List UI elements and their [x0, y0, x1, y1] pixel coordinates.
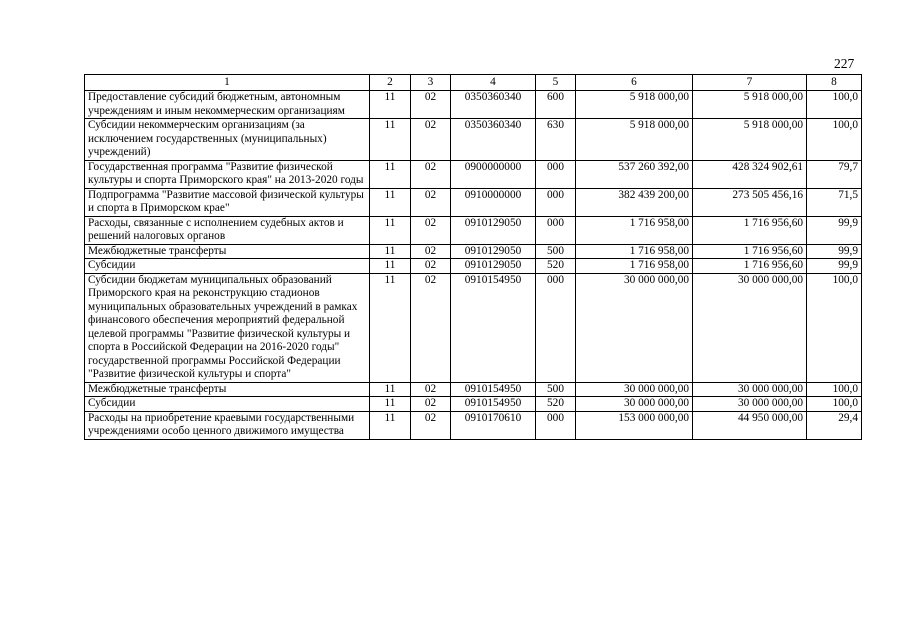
subsection-cell: 02 — [411, 259, 451, 274]
column-header: 4 — [451, 75, 536, 91]
executed-amount-cell: 5 918 000,00 — [693, 119, 807, 161]
row-name-cell: Расходы, связанные с исполнением судебных актов и решений налоговых органов — [85, 216, 370, 244]
subsection-cell: 02 — [411, 91, 451, 119]
executed-amount-cell: 1 716 956,60 — [693, 244, 807, 259]
planned-amount-cell: 30 000 000,00 — [576, 397, 693, 412]
expense-type-cell: 500 — [536, 244, 576, 259]
execution-percent-cell: 99,9 — [807, 244, 862, 259]
planned-amount-cell: 382 439 200,00 — [576, 188, 693, 216]
planned-amount-cell: 30 000 000,00 — [576, 273, 693, 382]
expense-type-cell: 630 — [536, 119, 576, 161]
section-cell: 11 — [370, 273, 411, 382]
section-cell: 11 — [370, 119, 411, 161]
column-header: 8 — [807, 75, 862, 91]
expense-type-cell: 600 — [536, 91, 576, 119]
section-cell: 11 — [370, 160, 411, 188]
planned-amount-cell: 1 716 958,00 — [576, 259, 693, 274]
planned-amount-cell: 153 000 000,00 — [576, 411, 693, 439]
expense-type-cell: 500 — [536, 382, 576, 397]
expense-type-cell: 000 — [536, 411, 576, 439]
executed-amount-cell: 44 950 000,00 — [693, 411, 807, 439]
expense-type-cell: 520 — [536, 397, 576, 412]
row-name-cell: Субсидии — [85, 259, 370, 274]
expense-type-cell: 000 — [536, 273, 576, 382]
executed-amount-cell: 5 918 000,00 — [693, 91, 807, 119]
subsection-cell: 02 — [411, 188, 451, 216]
column-header: 6 — [576, 75, 693, 91]
table-row — [85, 259, 862, 274]
expense-type-cell: 000 — [536, 188, 576, 216]
target-article-cell: 0910154950 — [451, 397, 536, 412]
table-row — [85, 91, 862, 119]
subsection-cell: 02 — [411, 160, 451, 188]
expense-type-cell: 000 — [536, 160, 576, 188]
planned-amount-cell: 537 260 392,00 — [576, 160, 693, 188]
page-number: 227 — [834, 56, 855, 71]
target-article-cell: 0910129050 — [451, 244, 536, 259]
section-cell: 11 — [370, 216, 411, 244]
subsection-cell: 02 — [411, 273, 451, 382]
execution-percent-cell: 100,0 — [807, 397, 862, 412]
row-name-cell: Межбюджетные трансферты — [85, 382, 370, 397]
section-cell: 11 — [370, 411, 411, 439]
table-row — [85, 216, 862, 244]
planned-amount-cell: 1 716 958,00 — [576, 216, 693, 244]
target-article-cell: 0910170610 — [451, 411, 536, 439]
table-row — [85, 244, 862, 259]
executed-amount-cell: 273 505 456,16 — [693, 188, 807, 216]
target-article-cell: 0350360340 — [451, 119, 536, 161]
planned-amount-cell: 1 716 958,00 — [576, 244, 693, 259]
table-row — [85, 397, 862, 412]
target-article-cell: 0910129050 — [451, 259, 536, 274]
table-row — [85, 382, 862, 397]
target-article-cell: 0910154950 — [451, 382, 536, 397]
subsection-cell: 02 — [411, 397, 451, 412]
table-row — [85, 119, 862, 161]
subsection-cell: 02 — [411, 119, 451, 161]
execution-percent-cell: 79,7 — [807, 160, 862, 188]
section-cell: 11 — [370, 382, 411, 397]
row-name-cell: Государственная программа "Развитие физической культуры и спорта Приморского края" на 2013-2020 годы — [85, 160, 370, 188]
table-row — [85, 273, 862, 382]
table-row — [85, 188, 862, 216]
table-body — [85, 91, 862, 440]
execution-percent-cell: 29,4 — [807, 411, 862, 439]
row-name-cell: Подпрограмма "Развитие массовой физической культуры и спорта в Приморском крае" — [85, 188, 370, 216]
target-article-cell: 0900000000 — [451, 160, 536, 188]
subsection-cell: 02 — [411, 244, 451, 259]
subsection-cell: 02 — [411, 382, 451, 397]
row-name-cell: Расходы на приобретение краевыми государственными учреждениями особо ценного движимого имущества — [85, 411, 370, 439]
section-cell: 11 — [370, 397, 411, 412]
column-header: 2 — [370, 75, 411, 91]
row-name-cell: Субсидии бюджетам муниципальных образований Приморского края на реконструкцию стадионов муниципальных образовательных учреждений в рамках финансового обеспечения мероприятий федеральной целевой программы "Развитие физической культуры и спорта в Российской Федерации на 2016-2020 годы" государственной программы Российской Федерации "Развитие физической культуры и спорта" — [85, 273, 370, 382]
section-cell: 11 — [370, 244, 411, 259]
execution-percent-cell: 100,0 — [807, 91, 862, 119]
table-row — [85, 411, 862, 439]
target-article-cell: 0910129050 — [451, 216, 536, 244]
row-name-cell: Субсидии — [85, 397, 370, 412]
planned-amount-cell: 5 918 000,00 — [576, 91, 693, 119]
table-row — [85, 160, 862, 188]
row-name-cell: Межбюджетные трансферты — [85, 244, 370, 259]
executed-amount-cell: 428 324 902,61 — [693, 160, 807, 188]
executed-amount-cell: 1 716 956,60 — [693, 216, 807, 244]
execution-percent-cell: 100,0 — [807, 119, 862, 161]
subsection-cell: 02 — [411, 216, 451, 244]
planned-amount-cell: 30 000 000,00 — [576, 382, 693, 397]
execution-percent-cell: 99,9 — [807, 259, 862, 274]
executed-amount-cell: 1 716 956,60 — [693, 259, 807, 274]
row-name-cell: Субсидии некоммерческим организациям (за исключением государственных (муниципальных) учреждений) — [85, 119, 370, 161]
executed-amount-cell: 30 000 000,00 — [693, 273, 807, 382]
execution-percent-cell: 100,0 — [807, 382, 862, 397]
subsection-cell: 02 — [411, 411, 451, 439]
target-article-cell: 0350360340 — [451, 91, 536, 119]
section-cell: 11 — [370, 91, 411, 119]
budget-table — [84, 74, 862, 440]
expense-type-cell: 520 — [536, 259, 576, 274]
execution-percent-cell: 100,0 — [807, 273, 862, 382]
column-header: 3 — [411, 75, 451, 91]
executed-amount-cell: 30 000 000,00 — [693, 397, 807, 412]
execution-percent-cell: 71,5 — [807, 188, 862, 216]
row-name-cell: Предоставление субсидий бюджетным, автономным учреждениям и иным некоммерческим организациям — [85, 91, 370, 119]
column-header: 1 — [85, 75, 370, 91]
section-cell: 11 — [370, 188, 411, 216]
section-cell: 11 — [370, 259, 411, 274]
table-header-row — [85, 75, 862, 91]
execution-percent-cell: 99,9 — [807, 216, 862, 244]
expense-type-cell: 000 — [536, 216, 576, 244]
column-header: 5 — [536, 75, 576, 91]
column-header: 7 — [693, 75, 807, 91]
target-article-cell: 0910154950 — [451, 273, 536, 382]
target-article-cell: 0910000000 — [451, 188, 536, 216]
planned-amount-cell: 5 918 000,00 — [576, 119, 693, 161]
executed-amount-cell: 30 000 000,00 — [693, 382, 807, 397]
